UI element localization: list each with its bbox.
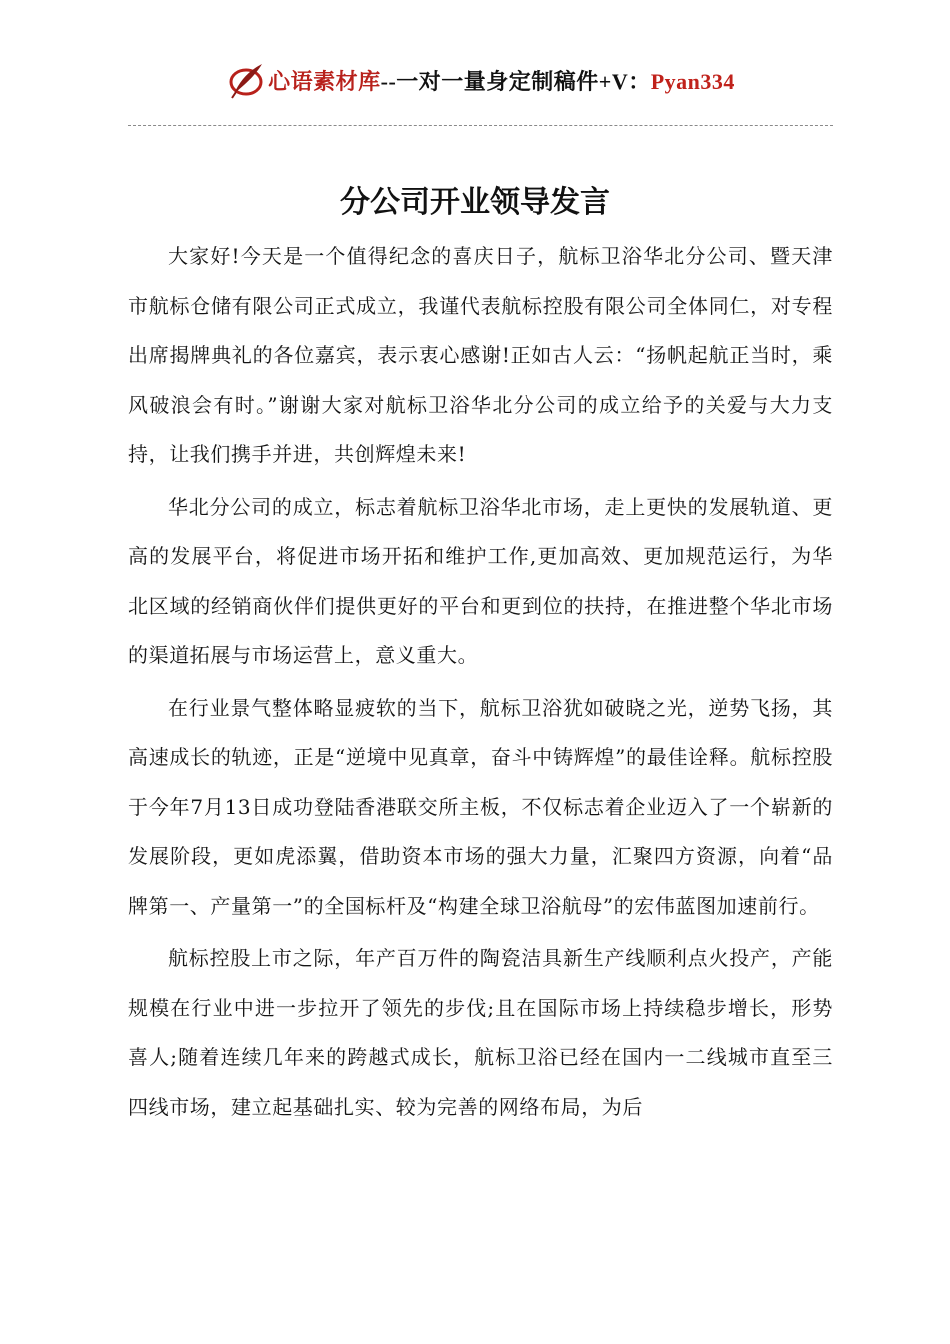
header-text <box>268 65 735 96</box>
body-paragraph: 航标控股上市之际，年产百万件的陶瓷洁具新生产线顺利点火投产，产能规模在行业中进一步拉开了领先的步伐;且在国际市场上持续稳步增长，形势喜人;随着连续几年来的跨越式成长，航标卫浴已经在国内一二线城市直至三四线市场，建立起基础扎实、较为完善的网络布局，为后 <box>128 946 833 1119</box>
header-slogan: --一对一量身定制稿件+V： <box>380 68 651 94</box>
body-paragraph: 在行业景气整体略显疲软的当下，航标卫浴犹如破晓之光，逆势飞扬，其高速成长的轨迹，正是“逆境中见真章，奋斗中铸辉煌”的最佳诠释。航标控股于今年7月13日成功登陆香港联交所主板，不仅标志着企业迈入了一个崭新的发展阶段，更如虎添翼，借助资本市场的强大力量，汇聚四方资源，向着“品牌第一、产量第一”的全国标杆及“构建全球卫浴航母”的宏伟蓝图加速前行。 <box>128 695 833 918</box>
document-title: 分公司开业领导发言 <box>340 185 610 220</box>
brand-name: 心语素材库 <box>268 68 381 94</box>
contact-id: Pyan334 <box>650 68 735 94</box>
body-paragraph: 华北分公司的成立，标志着航标卫浴华北市场，走上更快的发展轨道、更高的发展平台，将促进市场开拓和维护工作,更加高效、更加规范运行，为华北区域的经销商伙伴们提供更好的平台和更到位的扶持，在推进整个华北市场的渠道拓展与市场运营上，意义重大。 <box>128 494 833 667</box>
document-body <box>128 232 833 1135</box>
feather-pen-logo-icon <box>226 60 266 100</box>
header-divider <box>128 125 833 126</box>
body-paragraph: 大家好!今天是一个值得纪念的喜庆日子，航标卫浴华北分公司、暨天津市航标仓储有限公司正式成立，我谨代表航标控股有限公司全体同仁，对专程出席揭牌典礼的各位嘉宾，表示衷心感谢!正如古人云：“扬帆起航正当时，乘风破浪会有时。”谢谢大家对航标卫浴华北分公司的成立给予的关爱与大力支持，让我们携手并进，共创辉煌未来! <box>128 244 833 466</box>
page-header <box>128 58 833 102</box>
